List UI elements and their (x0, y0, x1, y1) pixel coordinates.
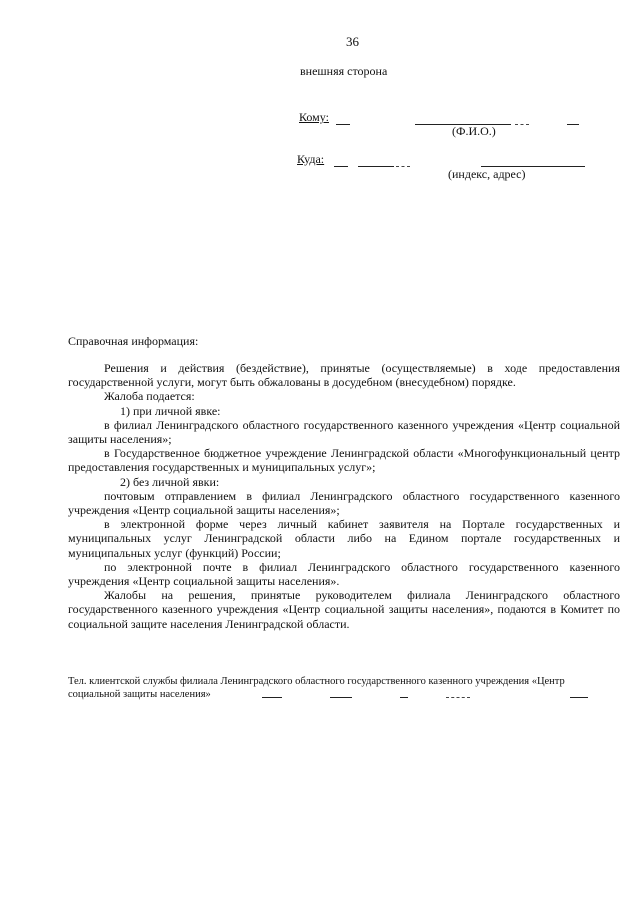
paragraph-committee: Жалобы на решения, принятые руководителем филиала Ленинградского областного государственного казенного учреждения «Центр социальной защиты населения», подаются в Комитет по социальной защите населения Ленинградской области. (68, 588, 620, 631)
phone-line-a (262, 697, 282, 698)
paragraph-branch-office: в филиал Ленинградского областного государственного казенного учреждения «Центр социальной защиты населения»; (68, 417, 620, 447)
reference-body (68, 361, 620, 631)
where-line-c (396, 166, 410, 167)
paragraph-appeal-right: Решения и действия (бездействие), принятые (осуществляемые) в ходе предоставления государственной услуги, могут быть обжалованы в досудебном (внесудебном) порядке. (68, 361, 620, 390)
paragraph-email: по электронной почте в филиал Ленинградского областного государственного казенного учреждения «Центр социальной защиты населения». (68, 559, 620, 589)
paragraph-in-person: 1) при личной явке: (120, 403, 221, 418)
where-line-b (358, 166, 394, 167)
footer-line-1: Тел. клиентской службы филиала Ленинградского областного государственного казенного учреждения «Центр (68, 676, 565, 687)
paragraph-mfc: в Государственное бюджетное учреждение Ленинградской области «Многофункциональный центр предоставления государственных и муниципальных услуг»; (68, 446, 620, 475)
to-line-a (336, 124, 350, 125)
envelope-side-label: внешняя сторона (300, 64, 388, 78)
where-hint: (индекс, адрес) (448, 167, 526, 181)
to-label: Кому: (299, 110, 329, 124)
to-hint: (Ф.И.О.) (452, 124, 496, 138)
page-number: 36 (346, 34, 359, 49)
phone-line-e (570, 697, 588, 698)
paragraph-electronic: в электронной форме через личный кабинет заявителя на Портале государственных и муниципальных услуг Ленинградской области либо на Едином портале государственных и муниципальных услуг (функций) России; (68, 517, 620, 560)
paragraph-remote: 2) без личной явки: (120, 474, 220, 489)
reference-heading: Справочная информация: (68, 334, 199, 348)
where-label: Куда: (297, 152, 325, 166)
to-line-d (567, 124, 579, 125)
to-line-c (515, 124, 529, 125)
phone-line-c (400, 697, 408, 698)
footer-line-2: социальной защиты населения» (68, 689, 211, 700)
paragraph-complaint-filed: Жалоба подается: (104, 389, 195, 404)
phone-line-d (446, 697, 470, 698)
where-line-a (334, 166, 348, 167)
paragraph-by-mail: почтовым отправлением в филиал Ленинградского областного государственного казенного учреждения «Центр социальной защиты населения»; (68, 488, 620, 518)
phone-line-b (330, 697, 352, 698)
